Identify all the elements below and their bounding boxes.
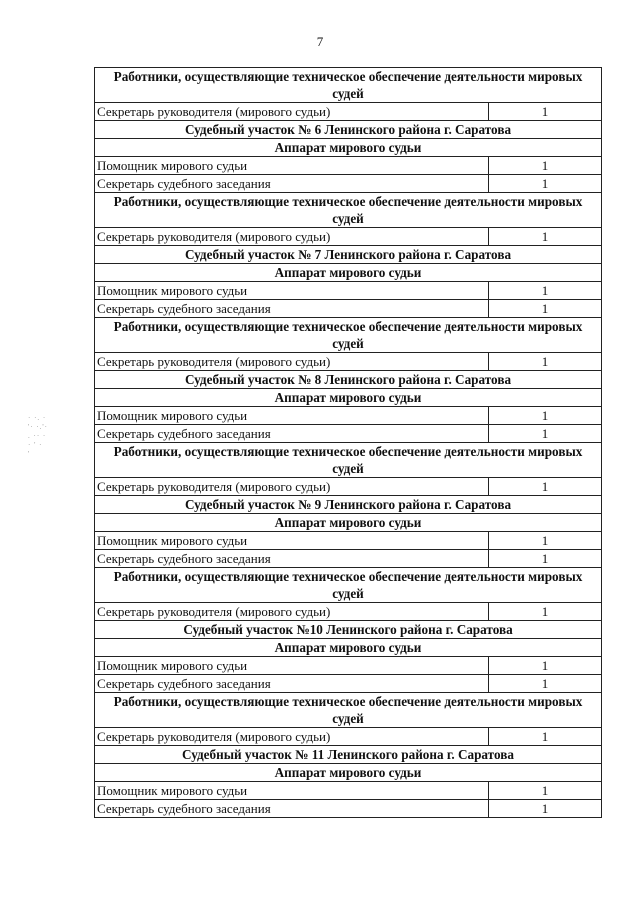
section-header: Работники, осуществляющие техническое обеспечение деятельности мировых судей [95,693,602,728]
section-header: Аппарат мирового судьи [95,764,602,782]
table-row [95,782,602,800]
section-header-row [95,371,602,389]
position-name: Помощник мирового судьи [95,157,489,175]
section-header-row [95,639,602,657]
section-header: Судебный участок № 11 Ленинского района г. Саратова [95,746,602,764]
table-row [95,157,602,175]
section-header: Аппарат мирового судьи [95,264,602,282]
section-header-row [95,139,602,157]
section-header-row [95,389,602,407]
section-header: Судебный участок № 8 Ленинского района г. Саратова [95,371,602,389]
position-name: Помощник мирового судьи [95,657,489,675]
section-header-row [95,443,602,478]
section-header-row [95,193,602,228]
position-count: 1 [489,300,602,318]
table-row [95,675,602,693]
position-count: 1 [489,353,602,371]
table-row [95,103,602,121]
section-header-row [95,621,602,639]
section-header-row [95,121,602,139]
position-count: 1 [489,228,602,246]
position-name: Секретарь судебного заседания [95,550,489,568]
position-count: 1 [489,675,602,693]
section-header: Работники, осуществляющие техническое обеспечение деятельности мировых судей [95,318,602,353]
section-header: Работники, осуществляющие техническое обеспечение деятельности мировых судей [95,568,602,603]
position-name: Помощник мирового судьи [95,282,489,300]
section-header: Судебный участок № 9 Ленинского района г. Саратова [95,496,602,514]
section-header: Аппарат мирового судьи [95,639,602,657]
section-header-row [95,568,602,603]
position-name: Помощник мирового судьи [95,532,489,550]
position-count: 1 [489,407,602,425]
position-name: Секретарь руководителя (мирового судьи) [95,728,489,746]
table-row [95,300,602,318]
position-count: 1 [489,728,602,746]
table-row [95,353,602,371]
staffing-table-body [95,68,602,818]
position-count: 1 [489,657,602,675]
section-header: Судебный участок № 6 Ленинского района г. Саратова [95,121,602,139]
section-header-row [95,68,602,103]
section-header: Аппарат мирового судьи [95,514,602,532]
section-header: Судебный участок № 7 Ленинского района г. Саратова [95,246,602,264]
scan-artifact: · ·. · '· ·.'· . ·· · · ' · ' [28,414,49,458]
position-name: Секретарь руководителя (мирового судьи) [95,603,489,621]
section-header-row [95,246,602,264]
table-row [95,800,602,818]
position-name: Секретарь руководителя (мирового судьи) [95,353,489,371]
position-name: Секретарь судебного заседания [95,175,489,193]
table-row [95,228,602,246]
section-header-row [95,264,602,282]
position-name: Секретарь руководителя (мирового судьи) [95,103,489,121]
position-count: 1 [489,103,602,121]
table-row [95,175,602,193]
section-header-row [95,514,602,532]
position-count: 1 [489,282,602,300]
section-header: Аппарат мирового судьи [95,139,602,157]
table-row [95,478,602,496]
position-count: 1 [489,800,602,818]
position-count: 1 [489,425,602,443]
section-header-row [95,496,602,514]
section-header-row [95,693,602,728]
position-name: Секретарь судебного заседания [95,425,489,443]
section-header: Работники, осуществляющие техническое обеспечение деятельности мировых судей [95,68,602,103]
position-count: 1 [489,157,602,175]
position-count: 1 [489,478,602,496]
table-row [95,532,602,550]
table-row [95,282,602,300]
page-number: 7 [316,34,324,49]
table-row [95,407,602,425]
position-name: Секретарь судебного заседания [95,300,489,318]
section-header-row [95,764,602,782]
table-row [95,657,602,675]
position-name: Помощник мирового судьи [95,782,489,800]
position-name: Секретарь руководителя (мирового судьи) [95,478,489,496]
staffing-table [94,67,602,818]
table-row [95,728,602,746]
position-count: 1 [489,603,602,621]
section-header-row [95,746,602,764]
section-header-row [95,318,602,353]
position-name: Секретарь судебного заседания [95,675,489,693]
section-header: Работники, осуществляющие техническое обеспечение деятельности мировых судей [95,193,602,228]
position-count: 1 [489,782,602,800]
position-name: Секретарь судебного заседания [95,800,489,818]
position-count: 1 [489,532,602,550]
section-header: Судебный участок №10 Ленинского района г. Саратова [95,621,602,639]
table-row [95,550,602,568]
table-row [95,425,602,443]
table-row [95,603,602,621]
position-name: Помощник мирового судьи [95,407,489,425]
section-header: Аппарат мирового судьи [95,389,602,407]
section-header: Работники, осуществляющие техническое обеспечение деятельности мировых судей [95,443,602,478]
position-count: 1 [489,175,602,193]
position-name: Секретарь руководителя (мирового судьи) [95,228,489,246]
position-count: 1 [489,550,602,568]
